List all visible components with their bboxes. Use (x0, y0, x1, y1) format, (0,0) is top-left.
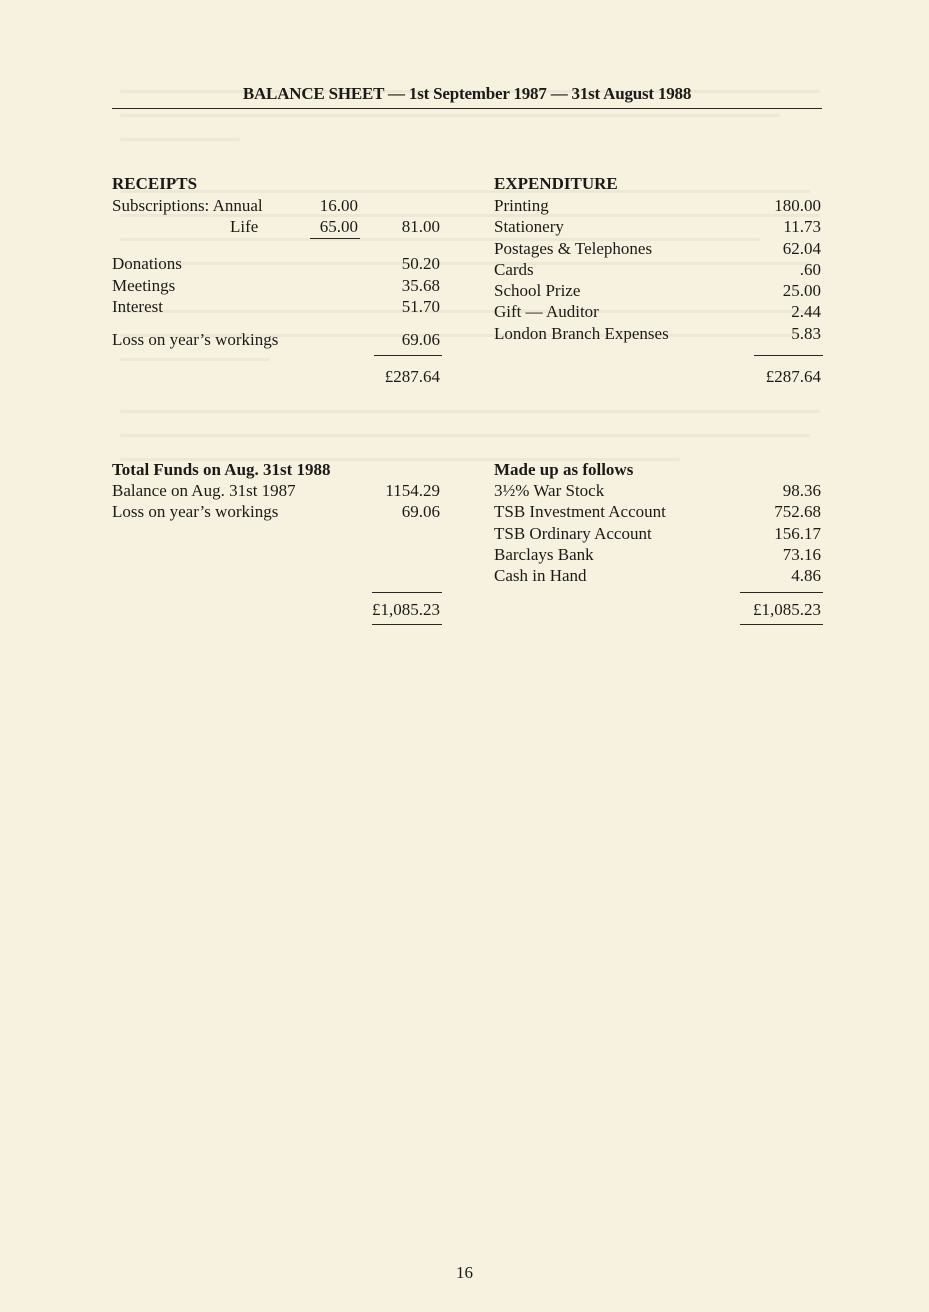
made-up-total-underline (740, 624, 823, 625)
receipts-row-label: Donations (112, 254, 182, 273)
funds-total-value: £1,085.23 (372, 600, 440, 619)
expenditure-row-label: Cards (494, 260, 534, 279)
subtotal-rule (310, 238, 360, 239)
title-underline (112, 108, 822, 109)
expenditure-row-value: .60 (799, 260, 821, 279)
receipts-row-label: Loss on year’s workings (112, 330, 279, 349)
receipts-row-value: 69.06 (401, 330, 440, 349)
expenditure-row-label: Gift — Auditor (494, 302, 599, 321)
subscriptions-total-value: 81.00 (401, 217, 440, 236)
made-up-row-label: 3½% War Stock (494, 481, 605, 500)
made-up-row-label: TSB Investment Account (494, 502, 666, 521)
receipts-row-value: 50.20 (401, 254, 440, 273)
receipts-row-value: 35.68 (401, 276, 440, 295)
expenditure-row-value: 62.04 (782, 239, 821, 258)
expenditure-row-label: Postages & Telephones (494, 239, 653, 258)
subscriptions-label: Subscriptions: Annual (112, 196, 263, 215)
made-up-row-value: 156.17 (774, 524, 821, 543)
funds-row-value: 1154.29 (385, 481, 440, 500)
receipts-heading: RECEIPTS (112, 174, 198, 193)
made-up-total-rule (740, 592, 823, 593)
expenditure-row-label: Printing (494, 196, 549, 215)
show-through-texture (120, 80, 840, 500)
made-up-row-label: Barclays Bank (494, 545, 594, 564)
made-up-row-value: 4.86 (791, 566, 821, 585)
made-up-row-value: 73.16 (782, 545, 821, 564)
receipts-total-value: £287.64 (384, 367, 440, 386)
made-up-total-value: £1,085.23 (753, 600, 821, 619)
expenditure-row-label: London Branch Expenses (494, 324, 669, 343)
made-up-heading: Made up as follows (494, 460, 634, 479)
made-up-row-label: Cash in Hand (494, 566, 587, 585)
expenditure-row-value: 180.00 (774, 196, 821, 215)
made-up-row-value: 752.68 (774, 502, 821, 521)
expenditure-row-value: 2.44 (791, 302, 821, 321)
expenditure-row-label: School Prize (494, 281, 581, 300)
expenditure-row-value: 5.83 (791, 324, 821, 343)
expenditure-row-label: Stationery (494, 217, 564, 236)
funds-total-underline (372, 624, 442, 625)
expenditure-row-value: 11.73 (783, 217, 821, 236)
made-up-row-label: TSB Ordinary Account (494, 524, 652, 543)
made-up-row-value: 98.36 (782, 481, 821, 500)
expenditure-total-value: £287.64 (765, 367, 821, 386)
subscriptions-annual-value: 16.00 (319, 196, 358, 215)
expenditure-heading: EXPENDITURE (494, 174, 618, 193)
funds-row-label: Balance on Aug. 31st 1987 (112, 481, 296, 500)
expenditure-total-rule (754, 355, 823, 356)
receipts-row-value: 51.70 (401, 297, 440, 316)
receipts-row-label: Meetings (112, 276, 176, 295)
receipts-total-rule (374, 355, 442, 356)
subscriptions-life-label: Life (230, 217, 259, 236)
total-funds-heading: Total Funds on Aug. 31st 1988 (112, 460, 331, 479)
receipts-row-label: Interest (112, 297, 163, 316)
page-number: 16 (456, 1263, 473, 1282)
subscriptions-life-value: 65.00 (319, 217, 358, 236)
funds-row-value: 69.06 (401, 502, 440, 521)
funds-row-label: Loss on year’s workings (112, 502, 279, 521)
expenditure-row-value: 25.00 (782, 281, 821, 300)
funds-total-rule (372, 592, 442, 593)
balance-sheet-title: BALANCE SHEET — 1st September 1987 — 31st August 1988 (242, 84, 692, 103)
